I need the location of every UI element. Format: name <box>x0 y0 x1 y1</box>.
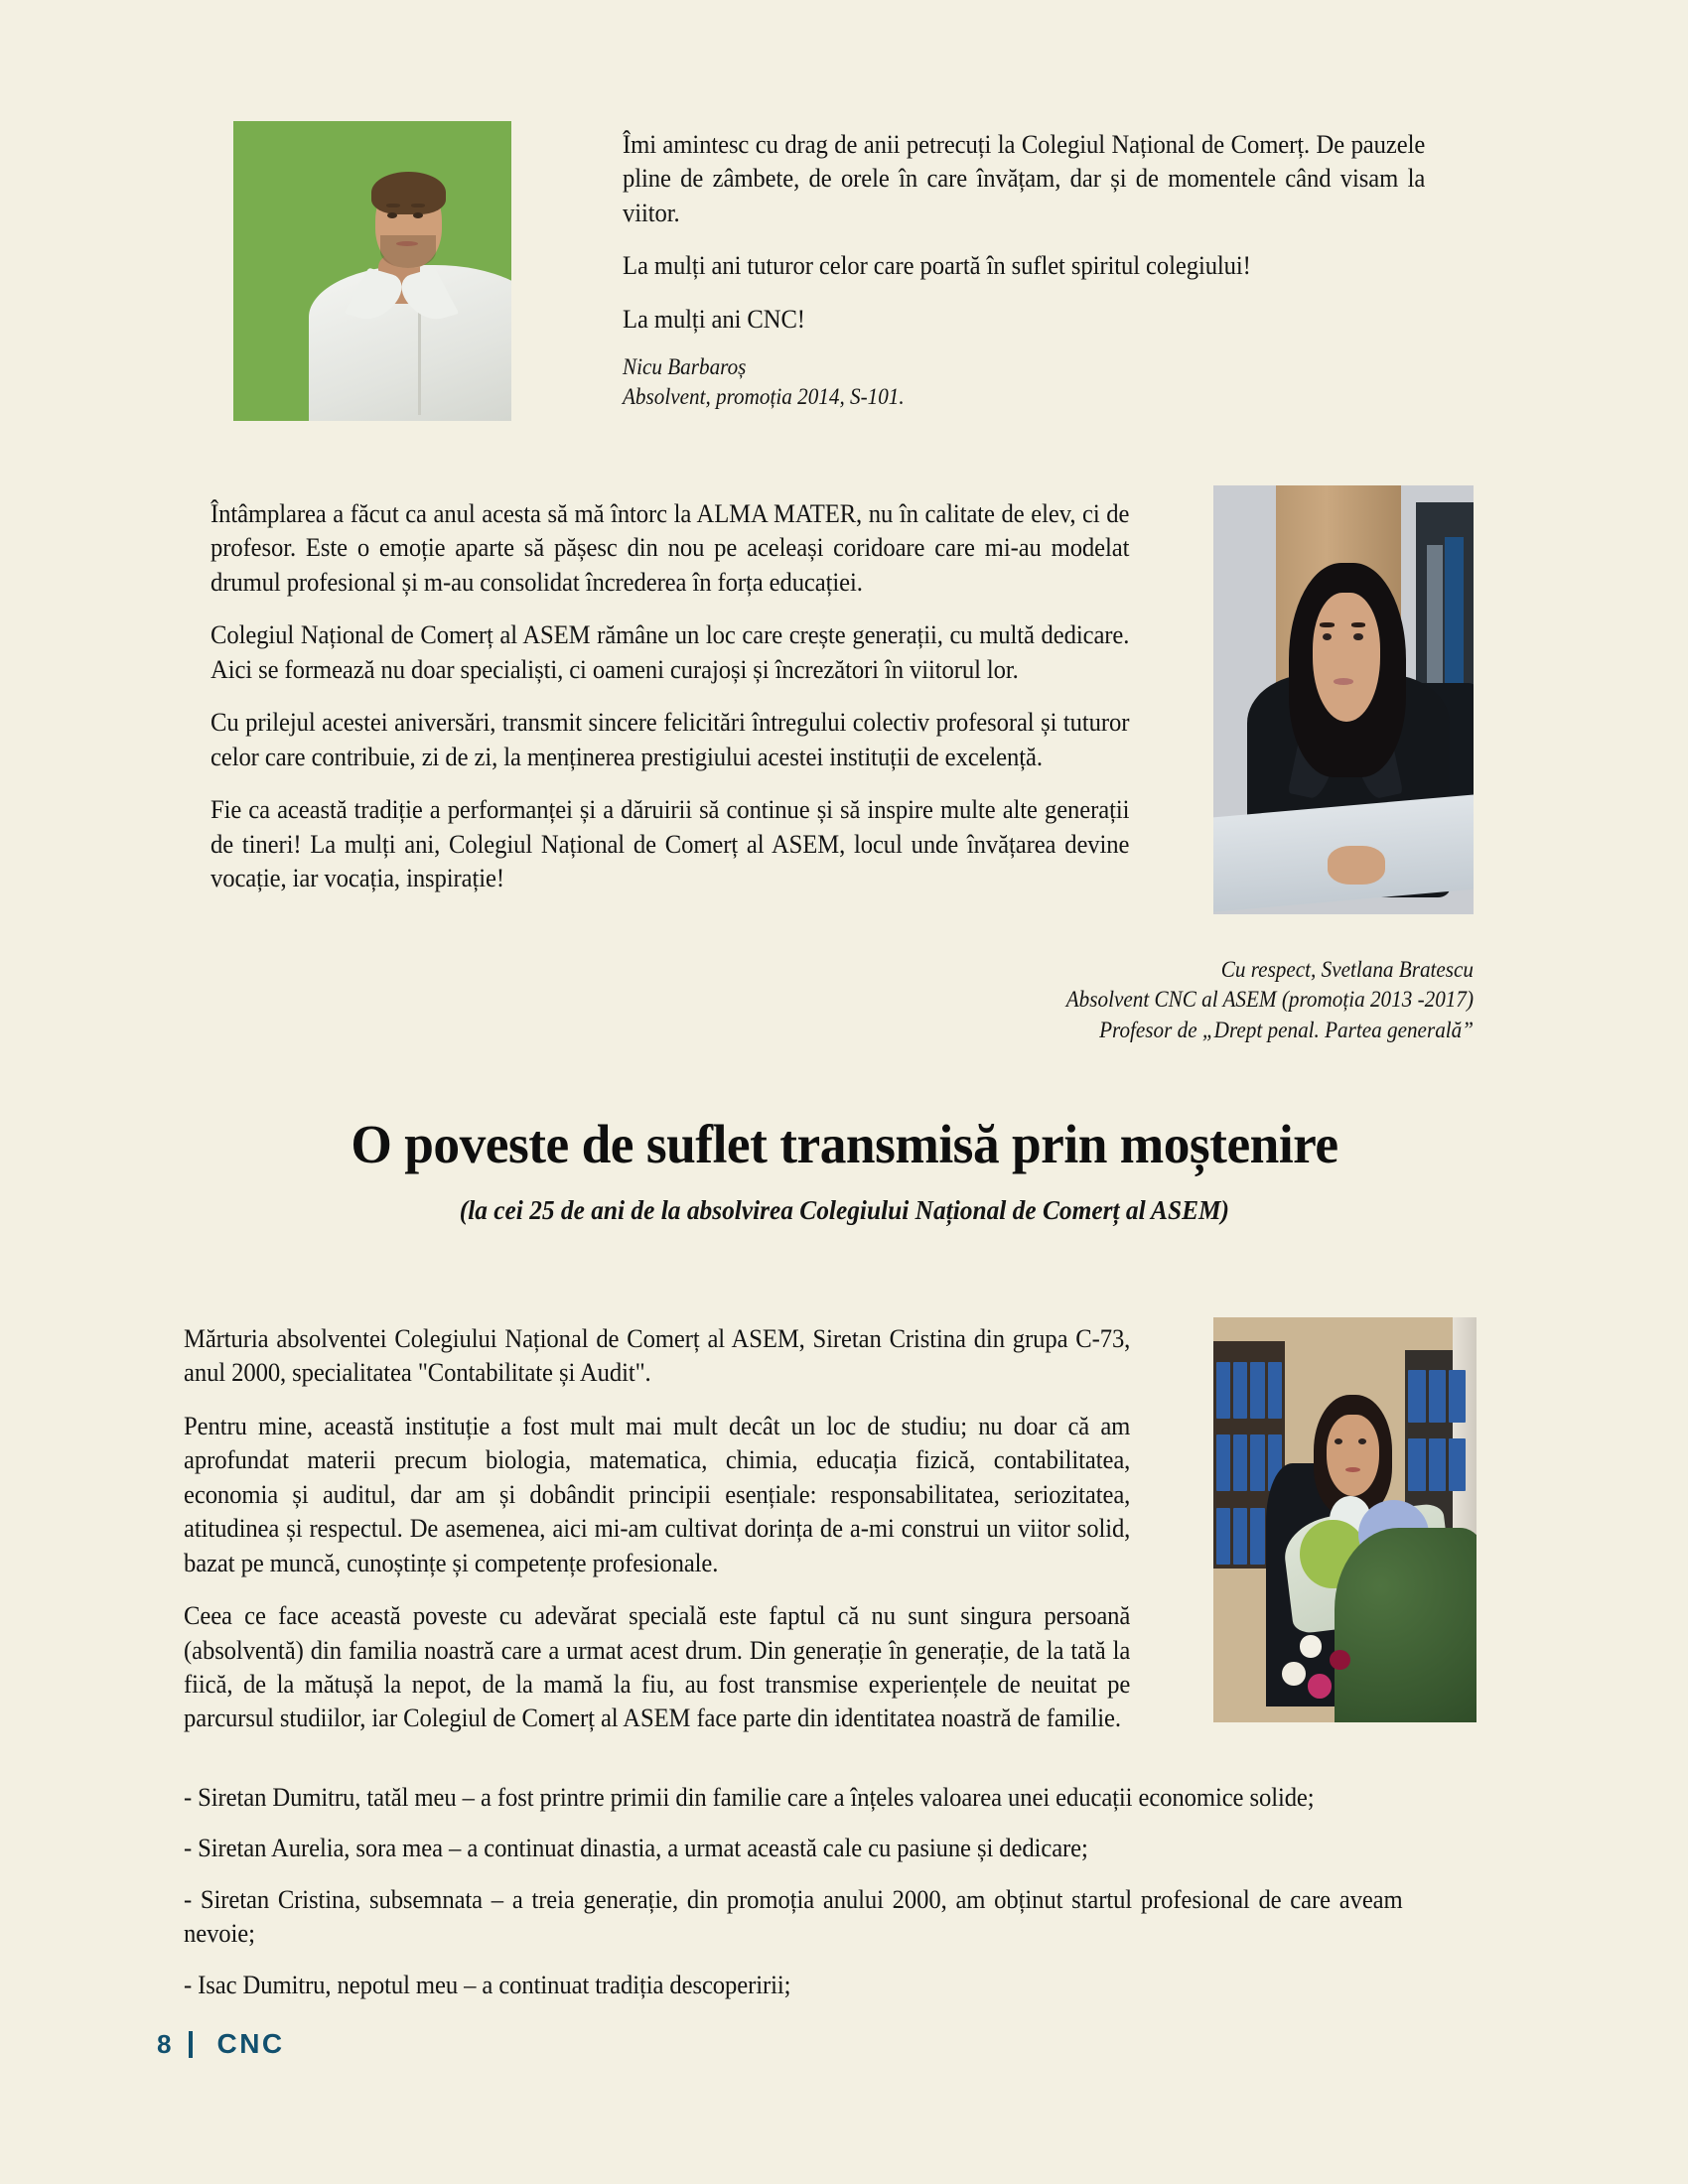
photo-beard <box>380 235 436 268</box>
photo-hands <box>1328 846 1385 885</box>
signature-role: Profesor de „Drept penal. Partea generală” <box>1099 1017 1474 1042</box>
signature-name: Cu respect, Svetlana Bratescu <box>1220 957 1474 982</box>
photo-eye-left <box>1335 1438 1342 1444</box>
photo-mouth <box>396 241 418 246</box>
paragraph: Ceea ce face această poveste cu adevărat specială este faptul că nu sunt singura persoană (absolventă) din familia noastră care a urmat acest drum. Din generație în generație, de la tată la fiică, de la mătușă la nepot, de la mamă la fiu, au fost transmise experiențele de neuitat pe parcursul studiilor, iar Colegiul de Comerț al ASEM face parte din identitatea noastră de familie. <box>184 1600 1131 1733</box>
photo-rose <box>1282 1662 1306 1686</box>
photo-rose <box>1300 1635 1321 1657</box>
photo-svetlana-bratescu <box>1213 485 1474 914</box>
page-title: O poveste de suflet transmisă prin moștenire <box>350 1114 1338 1174</box>
photo-eye-right <box>1358 1438 1366 1444</box>
paragraph: Întâmplarea a făcut ca anul acesta să mă întorc la ALMA MATER, nu în calitate de elev, ci de profesor. Este o emoție aparte să pășesc din nou pe aceleași coridoare care mi-au modelat drumul profesional și m-au consolidat încrederea în forța educației. <box>211 498 1130 597</box>
photo-eyebrow-right <box>411 204 425 207</box>
paragraph: La mulți ani CNC! <box>623 303 805 334</box>
list-item: - Siretan Aurelia, sora mea – a continuat dinastia, a urmat această cale cu pasiune și dedicare; <box>184 1833 1088 1863</box>
page-footer <box>157 2028 285 2060</box>
article-2-signature <box>596 955 1474 1045</box>
article-1-text-column <box>623 127 1485 336</box>
photo-binder-row <box>1408 1370 1466 1423</box>
article-2-text-column <box>211 496 1198 894</box>
signature-detail: Absolvent, promoția 2014, S-101. <box>623 384 905 410</box>
photo-binder-row <box>1216 1362 1282 1419</box>
paragraph: Fie ca această tradiție a performanței și a dăruirii să continue și să inspire multe alte generații de tineri! La mulți ani, Colegiul Național de Comerț al ASEM, locul unde învățarea devine vocație, iar vocația, inspirație! <box>211 794 1130 892</box>
photo-nicu-barbaros <box>233 121 511 421</box>
paragraph: Colegiul Național de Comerț al ASEM rămâne un loc care crește generații, cu multă dedicare. Aici se formează nu doar specialiști, ci oameni curajoși și încrezători în viitorul lor. <box>211 619 1130 684</box>
article-nicu-barbaros <box>0 0 1688 467</box>
article-3-text-column <box>184 1321 1201 1735</box>
article-3-family-list <box>184 1780 1494 2018</box>
list-item: - Isac Dumitru, nepotul meu – a continuat tradiția descoperirii; <box>184 1969 791 1999</box>
photo-face <box>1313 593 1380 722</box>
signature-detail: Absolvent CNC al ASEM (promoția 2013 -2017) <box>1065 987 1474 1013</box>
footer-brand-label: CNC <box>216 2028 285 2059</box>
paragraph: Mărturia absolventei Colegiului Național de Comerț al ASEM, Siretan Cristina din grupa C-73, anul 2000, specialitatea "Contabilitate și Audit". <box>184 1323 1131 1388</box>
article-3-heading-block <box>0 1115 1688 1226</box>
list-item: - Siretan Dumitru, tatăl meu – a fost printre primii din familie care a înțeles valoarea unei educații economice solide; <box>184 1782 1315 1812</box>
photo-eyebrow-right <box>1351 622 1365 626</box>
paragraph: Cu prilejul acestei aniversări, transmit sincere felicitări întregului colectiv profesoral și tuturor celor care contribuie, zi de zi, la menținerea prestigiului acestei instituții de excelență. <box>211 707 1130 771</box>
footer-divider <box>189 2031 193 2058</box>
photo-hair <box>371 172 447 213</box>
paragraph: Îmi amintesc cu drag de anii petrecuți la Colegiul Național de Comerț. De pauzele pline de zâmbete, de orele în care învățam, dar și de momentele când visam la viitor. <box>623 129 1426 227</box>
page-number: 8 <box>157 2028 172 2059</box>
photo-garden-bush <box>1335 1528 1477 1722</box>
photo-book <box>1445 537 1463 683</box>
paragraph: La mulți ani tuturor celor care poartă în suflet spiritul colegiului! <box>623 250 1251 281</box>
photo-rose <box>1308 1674 1332 1698</box>
photo-book <box>1427 545 1443 682</box>
article-1-signature <box>623 352 1485 413</box>
photo-eyebrow-left <box>1320 622 1334 626</box>
photo-rose <box>1330 1650 1350 1670</box>
signature-name: Nicu Barbaroș <box>623 354 747 379</box>
paragraph: Pentru mine, această instituție a fost mult mai mult decât un loc de studiu; nu doar că am aprofundat materii precum biologia, matematica, chimia, educația fizică, contabilitatea, economia și auditul, dar am și dobândit principii esențiale: responsabilitatea, seriozitatea, atitudinea și respectul. De asemenea, aici mi-am cultivat dorința de a-mi construi un viitor solid, bazat pe muncă, cunoștințe și competențe profesionale. <box>184 1410 1131 1577</box>
list-item: - Siretan Cristina, subsemnata – a treia generație, din promoția anului 2000, am obținut startul profesional de care aveam nevoie; <box>184 1883 1403 1949</box>
photo-eye-right <box>413 212 423 218</box>
photo-siretan-cristina <box>1213 1317 1477 1722</box>
photo-face <box>1327 1415 1379 1496</box>
page-subtitle: (la cei 25 de ani de la absolvirea Colegiului Național de Comerț al ASEM) <box>459 1195 1229 1226</box>
photo-binder-row <box>1408 1438 1466 1491</box>
photo-eyebrow-left <box>386 204 400 207</box>
